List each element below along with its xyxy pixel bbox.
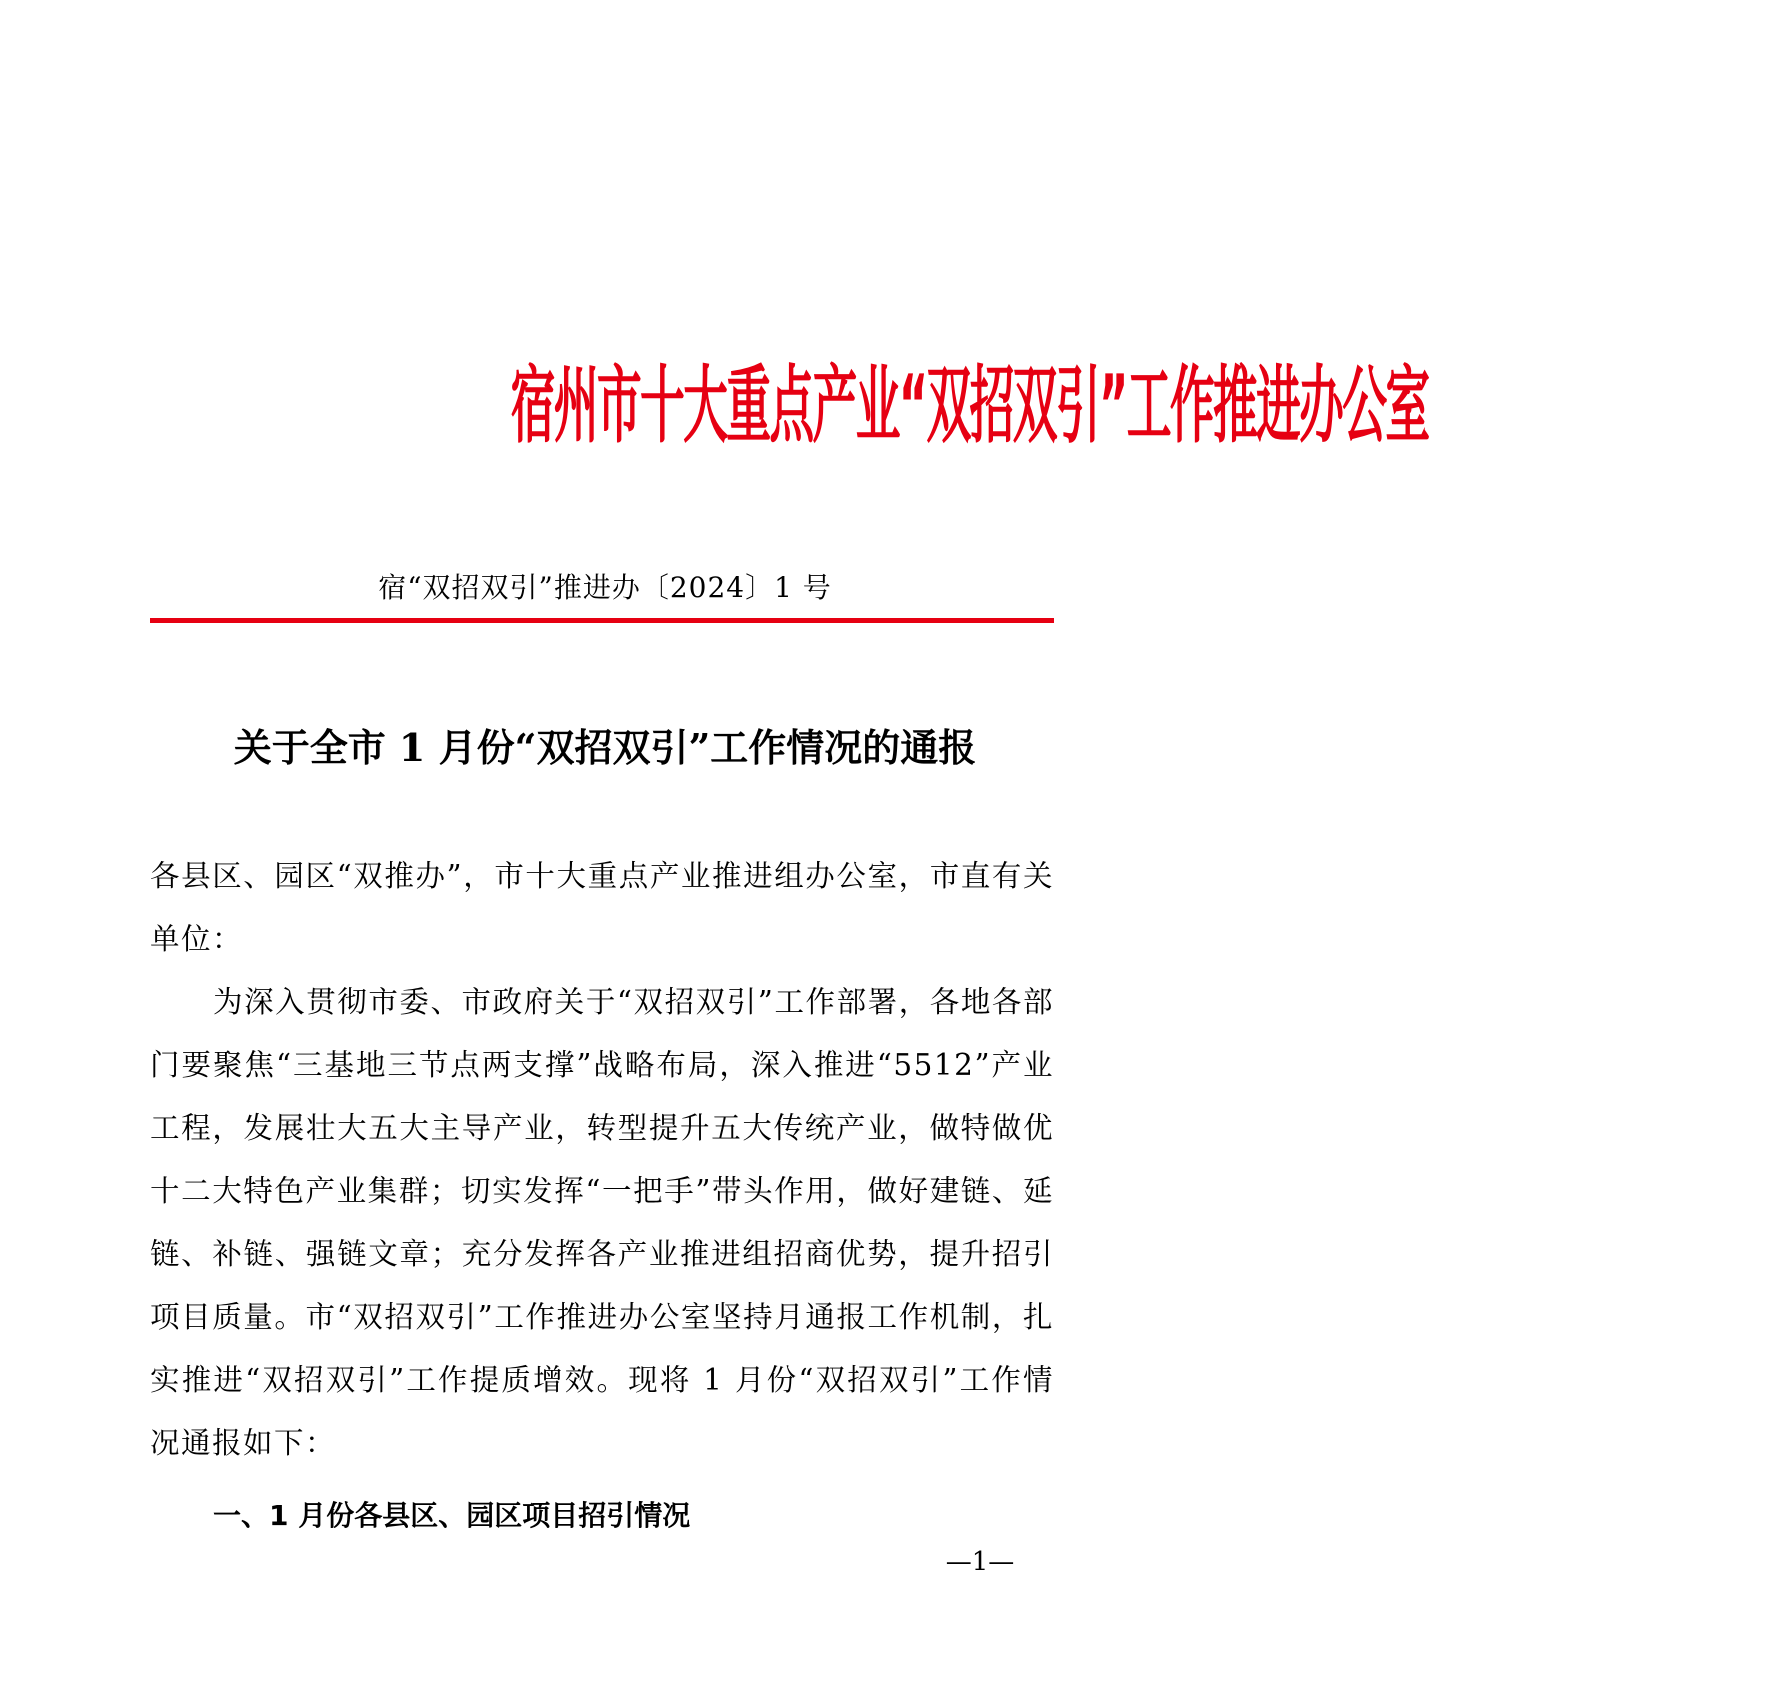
document-title: 关于全市 1 月份“双招双引”工作情况的通报 <box>233 725 977 770</box>
salutation: 各县区、园区“双推办”，市十大重点产业推进组办公室，市直有关单位： <box>150 859 1054 956</box>
section-heading-one: 一、1 月份各县区、园区项目招引情况 <box>213 1499 691 1532</box>
masthead-text: 宿州市十大重点产业“双招双引”工作推进办公室 <box>510 356 1429 455</box>
page-number: —1— <box>945 1547 1015 1577</box>
red-divider-line <box>150 618 1054 623</box>
masthead-issuer <box>150 346 1429 466</box>
document-number: 宿“双招双引”推进办〔2024〕1 号 <box>378 571 832 604</box>
body-paragraph: 为深入贯彻市委、市政府关于“双招双引”工作部署，各地各部门要聚焦“三基地三节点两支撑”战略布局，深入推进“5512”产业工程，发展壮大五大主导产业，转型提升五大传统产业，做特做优十二大特色产业集群；切实发挥“一把手”带头作用，做好建链、延链、补链、强链文章；充分发挥各产业推进组招商优势，提升招引项目质量。市“双招双引”工作推进办公室坚持月通报工作机制，扎实推进“双招双引”工作提质增效。现将 1 月份“双招双引”工作情况通报如下： <box>150 985 1054 1460</box>
